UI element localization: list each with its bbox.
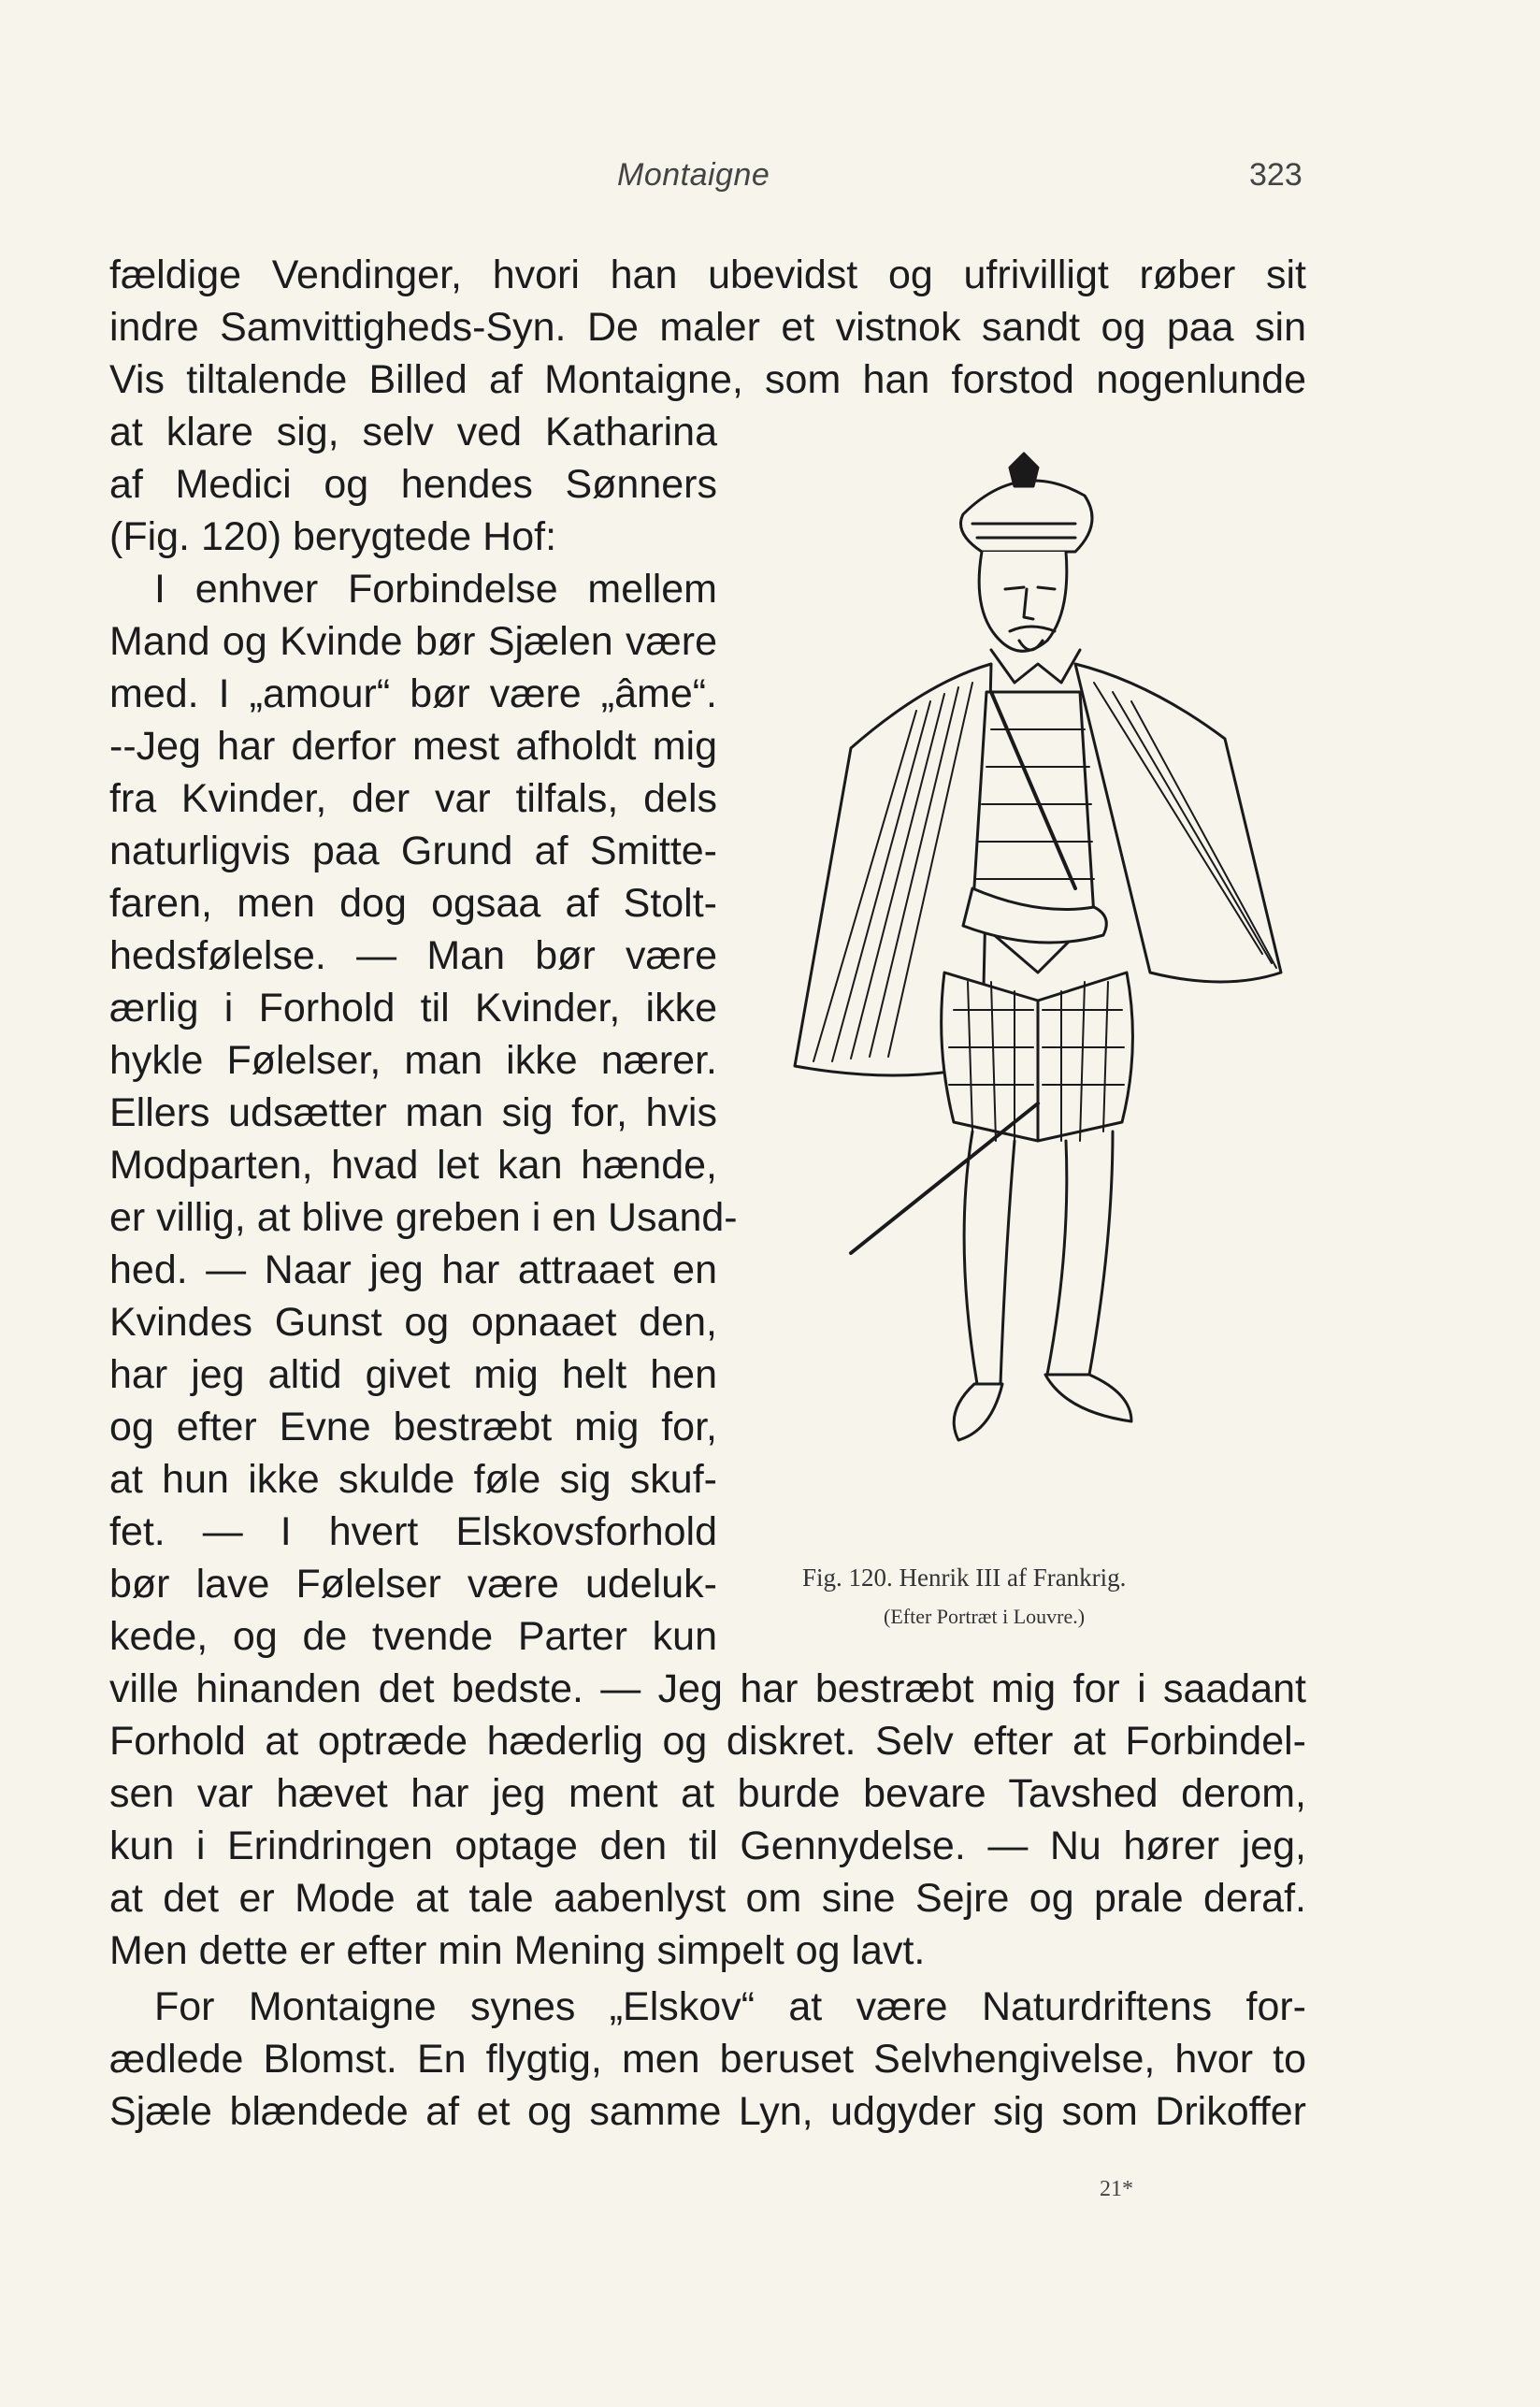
body-line: Sjæle blændede af et og samme Lyn, udgyder sig som Drikoffer [109, 2089, 1306, 2134]
running-title: Montaigne [617, 157, 770, 193]
body-line: at det er Mode at tale aabenlyst om sine Sejre og prale deraf. [109, 1876, 1306, 1921]
body-line: --Jeg har derfor mest afholdt mig [109, 724, 717, 769]
body-line: naturligvis paa Grund af Smitte- [109, 829, 717, 873]
body-line: at klare sig, selv ved Katharina [109, 410, 717, 454]
body-line: fra Kvinder, der var tilfals, dels [109, 776, 717, 821]
figure-credit: (Efter Portræt i Louvre.) [884, 1605, 1086, 1628]
body-line: er villig, at blive greben i en Usand- [109, 1195, 738, 1240]
signature-mark: 21* [1100, 2177, 1133, 2201]
portrait-illustration [757, 449, 1318, 1552]
body-line: af Medici og hendes Sønners [109, 462, 717, 507]
body-line: Vis tiltalende Billed af Montaigne, som han forstod nogenlunde [109, 357, 1306, 402]
body-line: Ellers udsætter man sig for, hvis [109, 1090, 717, 1135]
body-line: kede, og de tvende Parter kun [109, 1614, 717, 1659]
body-line: hykle Følelser, man ikke nærer. [109, 1038, 717, 1083]
body-line: Men dette er efter min Mening simpelt og lavt. [109, 1928, 926, 1973]
body-line: (Fig. 120) berygtede Hof: [109, 514, 557, 559]
figure-caption: Fig. 120. Henrik III af Frankrig. [802, 1564, 1127, 1592]
body-line: kun i Erindringen optage den til Gennydelse. — Nu hører jeg, [109, 1823, 1306, 1868]
body-line: har jeg altid givet mig helt hen [109, 1352, 717, 1397]
body-line: hedsfølelse. — Man bør være [109, 933, 717, 978]
body-line: Forhold at optræde hæderlig og diskret. Selv efter at Forbindel- [109, 1719, 1306, 1764]
body-line: Kvindes Gunst og opnaaet den, [109, 1300, 717, 1345]
page-number: 323 [1249, 157, 1303, 193]
body-line: Mand og Kvinde bør Sjælen være [109, 619, 717, 664]
body-line: ville hinanden det bedste. — Jeg har bestræbt mig for i saadant [109, 1666, 1306, 1711]
body-line: I enhver Forbindelse mellem [154, 567, 717, 612]
body-line: sen var hævet har jeg ment at burde bevare Tavshed derom, [109, 1771, 1306, 1816]
body-line: faren, men dog ogsaa af Stolt- [109, 881, 717, 926]
body-line: For Montaigne synes „Elskov“ at være Naturdriftens for- [154, 1984, 1306, 2029]
body-line: og efter Evne bestræbt mig for, [109, 1405, 717, 1449]
body-line: hed. — Naar jeg har attraaet en [109, 1247, 717, 1292]
body-line: at hun ikke skulde føle sig skuf- [109, 1457, 717, 1502]
body-line: med. I „amour“ bør være „âme“. [109, 671, 717, 716]
body-line: bør lave Følelser være udeluk- [109, 1562, 717, 1607]
body-line: Modparten, hvad let kan hænde, [109, 1143, 717, 1188]
body-line: fældige Vendinger, hvori han ubevidst og ufrivilligt røber sit [109, 252, 1306, 297]
body-line: ærlig i Forhold til Kvinder, ikke [109, 986, 717, 1031]
body-line: fet. — I hvert Elskovsforhold [109, 1509, 717, 1554]
body-line: indre Samvittigheds-Syn. De maler et vistnok sandt og paa sin [109, 305, 1306, 350]
body-line: ædlede Blomst. En flygtig, men beruset Selvhengivelse, hvor to [109, 2037, 1306, 2082]
